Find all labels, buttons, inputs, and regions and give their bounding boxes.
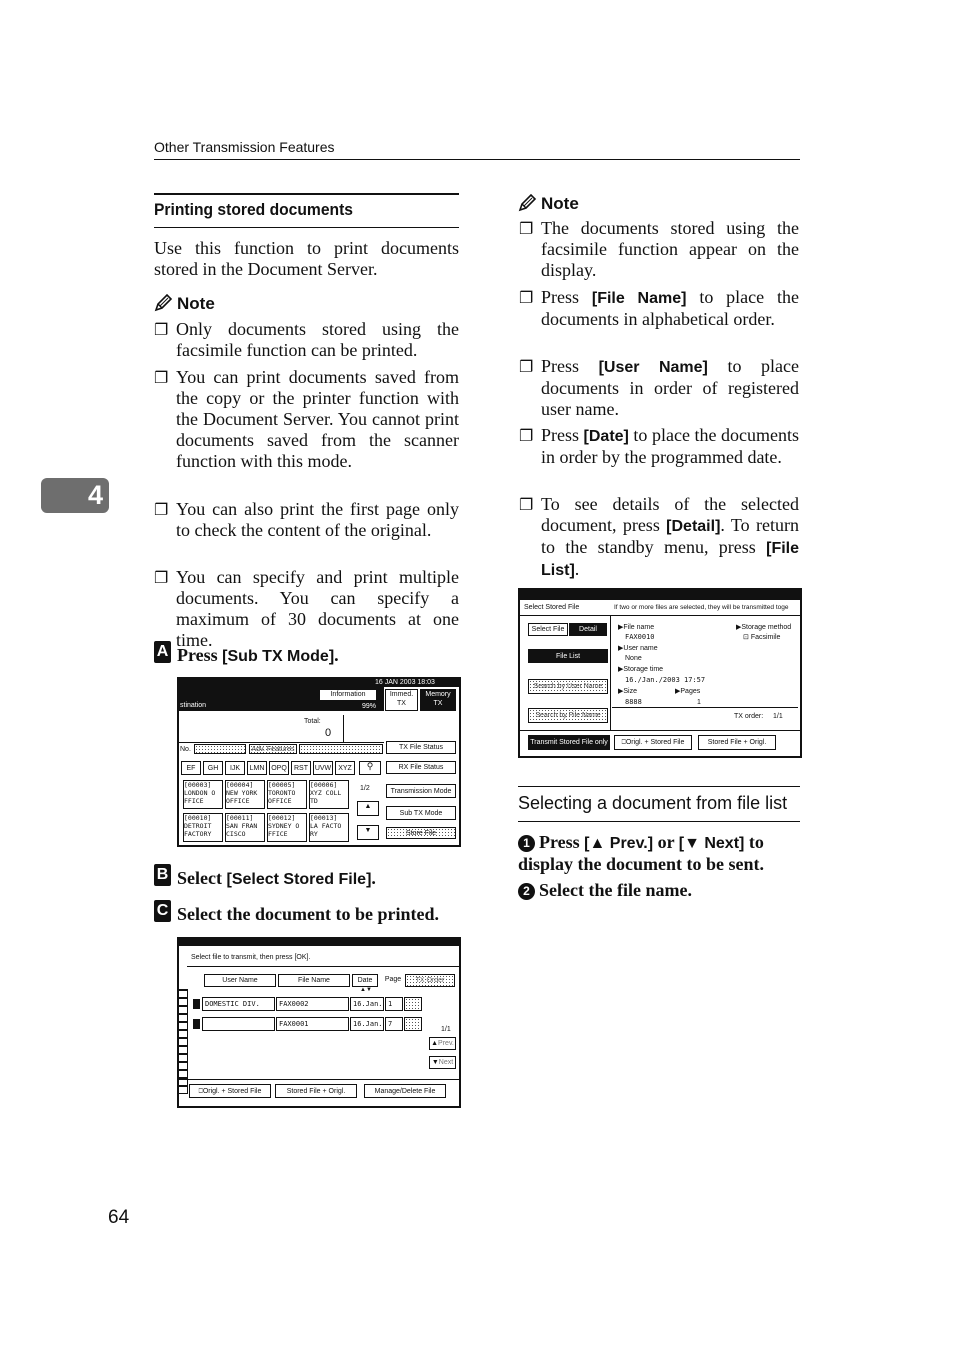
sort-direction-icon: ▲▼ [360,987,372,993]
subsection-rule-bottom [518,821,800,822]
sort-file-name-button[interactable]: File Name [278,974,350,987]
destination-tab[interactable]: LMN [247,761,267,775]
file-list-button[interactable]: File List [528,649,608,663]
date-cell[interactable]: 16.Jan. [350,997,384,1011]
note-item: ❐ Press [Date] to place the documents in order by the programmed date. [519,425,799,467]
checkbox-icon: ❐ [154,500,169,519]
note-item: ❐ Press [File Name] to place the documents in alphabetical order. [519,287,799,329]
destination-entry-button[interactable]: [00010] DETROIT FACTORY [183,813,223,842]
step-number-icon: A [154,641,171,663]
page-indicator: 1/2 [360,785,370,792]
destination-entry-button[interactable]: [00013] LA FACTO RY [309,813,349,842]
file-rows [189,997,429,1037]
key-label: [File List] [541,540,799,579]
screen-title: Select Stored File [524,604,580,611]
sub-tx-mode-button[interactable]: Sub TX Mode [386,806,456,820]
note-label: Note [541,194,579,213]
chapter-tab [41,478,109,513]
rx-file-status-button[interactable]: RX File Status [386,761,456,774]
substep: 1 Press [▲ Prev.] or [▼ Next] to display the document to be sent. [518,832,765,874]
storage-method-value: ⊡ Facsimile [743,634,781,641]
destination-tab[interactable]: GH [203,761,223,775]
user-name-cell[interactable]: DOMESTIC DIV. [202,997,275,1011]
intro-paragraph: Use this function to print documents stored in the Document Server. [154,238,459,279]
pages-label: ▶Pages [675,688,701,695]
key-label: [Sub TX Mode] [222,648,335,665]
destination-entry-button[interactable]: [00012] SYDNEY O FFICE [267,813,307,842]
destination-tab[interactable]: IJK [225,761,245,775]
file-name-cell[interactable]: FAX0001 [276,1017,349,1031]
memory-percentage: 99% [362,703,377,710]
total-label: Total: [304,718,321,725]
page-number: 64 [108,1207,130,1228]
step-instruction: Select [Select Stored File]. [177,868,376,888]
tx-order-label: TX order: [734,713,764,720]
note-item: ❐ To see details of the selected document, press [Detail]. To return to the standby menu, press [File List]. [519,494,799,579]
storage-method-label: ▶Storage method [736,624,792,631]
destination-entry-button[interactable]: [00005] TORONTO OFFICE [267,780,307,809]
note-item: ❐ Only documents stored using the facsimile function can be printed. [154,319,459,360]
memory-tx-button[interactable]: Memory TX [420,689,456,711]
destination-entry-button[interactable]: [00011] SAN FRAN CISCO [225,813,265,842]
file-type-icon [193,1019,200,1029]
circled-number-icon: 1 [518,835,535,852]
stored-plus-original-button[interactable]: Stored File + Origl. [275,1084,357,1098]
page-cell[interactable]: 1 [385,997,403,1011]
tx-order-column-header: TX Order [405,974,455,987]
key-label: [Detail] [666,518,721,535]
down-arrow-icon: ▼ [364,827,372,834]
checkbox-icon: ❐ [519,357,534,376]
manage-delete-file-button[interactable]: Manage/Delete File [364,1084,446,1098]
magnifier-icon: ⚲ [366,761,374,771]
transmission-mode-button[interactable]: Transmission Mode [386,784,456,798]
sort-date-button[interactable]: Date [352,974,378,987]
storage-time-label: ▶Storage time [618,666,664,673]
checkbox-icon: ❐ [519,495,534,514]
key-label: [▼ Next] [678,835,745,852]
destination-entry-button[interactable]: [00003] LONDON O FFICE [183,780,223,809]
checkbox-icon: ❐ [154,568,169,587]
file-name-value: FAX0010 [625,633,655,641]
checkbox-icon: ❐ [154,320,169,339]
step-instruction: Select the document to be printed. [177,904,439,924]
destination-entry-button[interactable]: [00004] NEW YORK OFFICE [225,780,265,809]
number-label: No. [180,746,191,753]
user-name-label: ▶User name [618,645,658,652]
key-label: [Select Stored File] [226,871,372,888]
note-item: ❐ You can specify and print multiple documents. You can specify a maximum of 30 documents at one time. [154,567,459,650]
transmit-stored-file-only-button[interactable]: Transmit Stored File only [528,735,610,750]
information-button[interactable]: Information [319,689,377,701]
number-field[interactable] [194,744,246,754]
destination-tab[interactable]: XYZ [335,761,355,775]
size-label: ▶Size [618,688,638,695]
user-name-cell[interactable] [202,1017,275,1031]
page-column-header: Page [384,974,402,987]
screen-date: 16 JAN 2003 18:03 [375,679,435,686]
checkbox-icon: ❐ [519,426,534,445]
next-page-button[interactable]: ▼Next [429,1056,456,1069]
storage-time-value: 16./Jan./2003 17:57 [625,676,706,684]
step-number-icon: B [154,864,171,886]
next-page-button[interactable] [357,825,379,840]
key-label: [Date] [583,428,629,445]
note-item: ❐ Press [User Name] to place documents in order of registered user name. [519,356,799,419]
destination-tab[interactable]: EF [181,761,201,775]
tx-order-cell [404,1017,422,1031]
section-rule-bottom [154,227,459,228]
file-name-cell[interactable]: FAX0002 [276,997,349,1011]
destination-tabs [179,761,379,775]
search-destination-button[interactable] [359,761,381,775]
immediate-tx-button[interactable]: Immed. TX [385,689,418,711]
tx-file-status-button[interactable]: TX File Status [386,741,456,754]
date-cell[interactable]: 16.Jan. [350,1017,384,1031]
selection-hint: If two or more files are selected, they will be transmitted toge [614,604,789,611]
running-header [154,139,335,155]
section-title: Printing stored documents [154,200,353,219]
previous-page-button[interactable] [357,801,379,816]
step-instruction: Press [Sub TX Mode]. [177,645,339,665]
subsection-rule-top [518,786,800,787]
select-stored-file-detail-screen [518,588,802,758]
total-value: 0 [325,727,332,739]
original-plus-stored-button[interactable]: ⎕Origl. + Stored File [614,735,692,750]
previous-page-button[interactable]: ▲Prev. [429,1037,456,1050]
instruction-text: Select file to transmit, then press [OK]. [191,954,311,961]
checkbox-icon: ❐ [519,219,534,238]
step-number-icon: C [154,900,171,922]
destination-label: stination [180,702,207,709]
destination-entry-button[interactable]: [00006] XYZ COLL TD [309,780,349,809]
key-label: [User Name] [598,359,708,376]
note-label: Note [177,294,215,313]
key-label: [File Name] [591,290,687,307]
destination-tab[interactable]: OPQ [269,761,289,775]
checkbox-icon: ❐ [519,288,534,307]
fax-main-screen [177,677,461,847]
search-by-file-name-button[interactable]: Search by File Name [528,708,608,723]
pages-value: 1 [697,699,701,706]
pencil-icon [154,294,174,316]
size-value: 8888 [625,698,642,706]
file-type-icon [193,999,200,1009]
checkbox-icon: ❐ [154,368,169,387]
section-rule-top [154,193,459,195]
tx-order-value: 1/1 [773,713,783,720]
advanced-features-filler [299,744,383,754]
up-arrow-icon: ▲ [364,803,372,810]
page-cell[interactable]: 7 [385,1017,403,1031]
key-label: [▲ Prev.] [584,835,654,852]
tx-order-cell [404,997,422,1011]
chapter-number: 4 [87,480,103,510]
select-file-tab[interactable]: Select File [528,623,568,636]
original-plus-stored-button[interactable]: ⎕Origl. + Stored File [189,1084,271,1098]
detail-tab[interactable]: Detail [569,623,607,636]
file-name-label: ▶File name [618,624,655,631]
destination-grid [179,780,354,842]
circled-number-icon: 2 [518,883,535,900]
page-indicator: 1/1 [441,1026,451,1033]
note-item: ❐ The documents stored using the facsimile function appear on the display. [519,218,799,280]
header-rule [154,159,800,160]
stored-plus-original-button[interactable]: Stored File + Origl. [698,735,776,750]
up-arrow-icon: ▲ [431,1040,439,1047]
substep: 2 Select the file name. [518,880,800,901]
pencil-icon [518,194,538,216]
user-name-value: None [625,655,642,662]
store-file-button[interactable]: Store File [386,827,456,839]
running-title: Other Transmission Features [154,139,335,155]
subsection-title: Selecting a document from file list [518,793,788,813]
facsimile-icon: ⊡ [743,634,749,641]
destination-tab[interactable]: RST [291,761,311,775]
note-item: ❐ You can print documents saved from the copy or the printer function with the Document Server. You cannot print documents saved from the scanner function with this mode. [154,367,459,471]
search-by-user-name-button[interactable]: Search by User Name [528,679,608,694]
destination-tab[interactable]: UVW [313,761,333,775]
sort-user-name-button[interactable]: User Name [204,974,276,987]
note-item: ❐ You can also print the first page only to check the content of the original. [154,499,459,540]
stored-file-list-screen [177,937,461,1108]
down-arrow-icon: ▼ [431,1059,439,1066]
advanced-features-button[interactable]: Adv. Features [249,744,297,754]
